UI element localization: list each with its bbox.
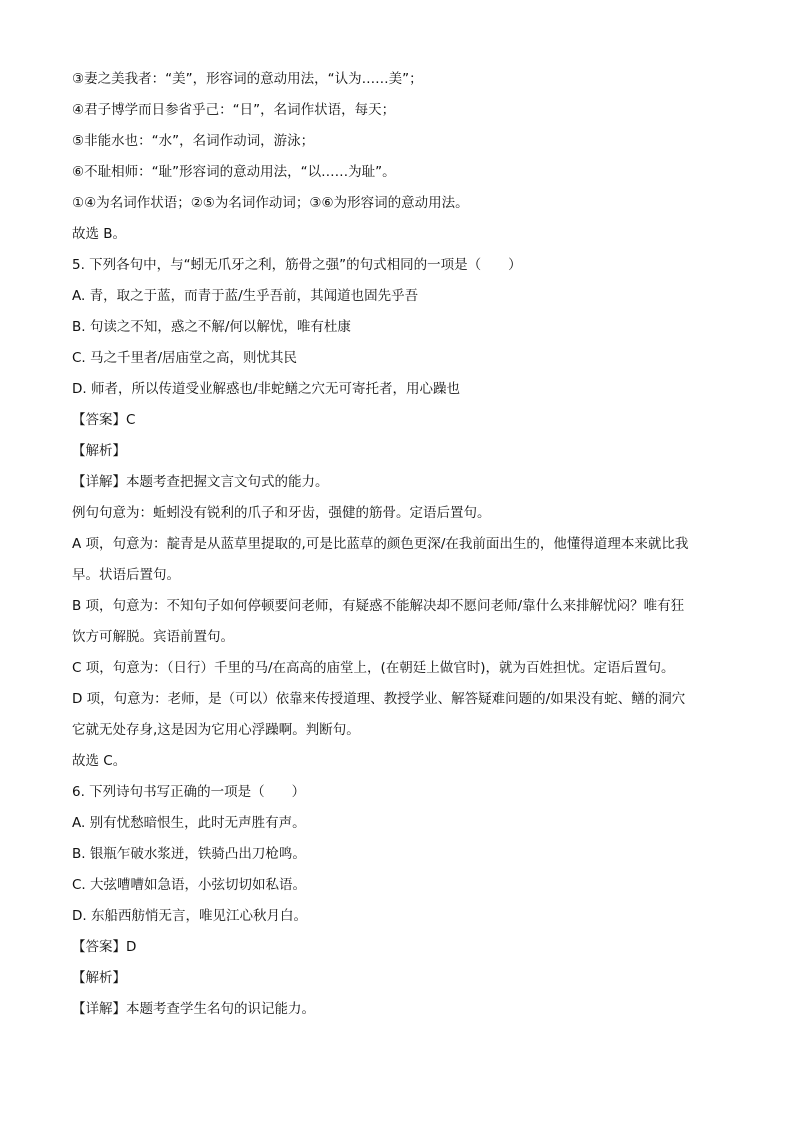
question-5-option-a-meaning: A 项，句意为：靛青是从蓝草里提取的,可是比蓝草的颜色更深/在我前面出生的，他懂得道理本来就比我 [72,536,689,552]
question-6-option-c: C. 大弦嘈嘈如急语，小弦切切如私语。 [72,877,307,893]
question-6-detail: 【详解】本题考查学生名句的识记能力。 [72,1001,315,1017]
explanation-summary: ①④为名词作状语；②⑤为名词作动词；③⑥为形容词的意动用法。 [72,195,469,211]
question-6-stem: 6. 下列诗句书写正确的一项是（ ） [72,784,306,800]
explanation-line-3: ③妻之美我者：“美”，形容词的意动用法，“认为……美”； [72,71,423,87]
choice-conclusion: 故选 B。 [72,226,127,242]
question-5-example-meaning: 例句句意为：蚯蚓没有锐利的爪子和牙齿，强健的筋骨。定语后置句。 [72,505,491,521]
question-5-option-b: B. 句读之不知，惑之不解/何以解忧，唯有杜康 [72,319,351,335]
question-6-option-a: A. 别有忧愁暗恨生，此时无声胜有声。 [72,815,306,831]
question-5-option-c-meaning: C 项，句意为：（日行）千里的马/在高高的庙堂上，(在朝廷上做官时)，就为百姓担忧。定语后置句。 [72,660,675,676]
question-5-option-a-meaning-cont: 早。状语后置句。 [72,567,180,583]
question-5-answer: 【答案】C [72,412,136,428]
question-5-option-c: C. 马之千里者/居庙堂之高，则忧其民 [72,350,298,366]
question-5-option-b-meaning-cont: 饮方可解脱。宾语前置句。 [72,629,234,645]
question-6-answer: 【答案】D [72,939,137,955]
question-6-option-b: B. 银瓶乍破水浆迸，铁骑凸出刀枪鸣。 [72,846,306,862]
question-5-option-d-meaning: D 项，句意为：老师，是（可以）依靠来传授道理、教授学业、解答疑难问题的/如果没有蛇、鳝的洞穴 [72,691,686,707]
question-5-stem: 5. 下列各句中，与“蚓无爪牙之利，筋骨之强”的句式相同的一项是（ ） [72,257,522,273]
question-5-conclusion: 故选 C。 [72,753,127,769]
question-5-option-b-meaning: B 项，句意为：不知句子如何停顿要问老师，有疑惑不能解决却不愿问老师/靠什么来排解忧闷？唯有狂 [72,598,685,614]
question-5-analysis-heading: 【解析】 [72,443,126,459]
question-6-option-d: D. 东船西舫悄无言，唯见江心秋月白。 [72,908,307,924]
explanation-line-4: ④君子博学而日参省乎己：“日”，名词作状语，每天； [72,102,396,118]
question-5-option-d-meaning-cont: 它就无处存身,这是因为它用心浮躁啊。判断句。 [72,722,360,738]
document-page [72,64,722,1025]
explanation-line-5: ⑤非能水也：“水”，名词作动词，游泳； [72,133,315,149]
question-5-option-a: A. 青，取之于蓝，而青于蓝/生乎吾前，其闻道也固先乎吾 [72,288,419,304]
question-5-option-d: D. 师者，所以传道受业解惑也/非蛇鳝之穴无可寄托者，用心躁也 [72,381,461,397]
question-5-detail: 【详解】本题考查把握文言文句式的能力。 [72,474,329,490]
explanation-line-6: ⑥不耻相师：“耻”形容词的意动用法，“以……为耻”。 [72,164,396,180]
question-6-analysis-heading: 【解析】 [72,970,126,986]
